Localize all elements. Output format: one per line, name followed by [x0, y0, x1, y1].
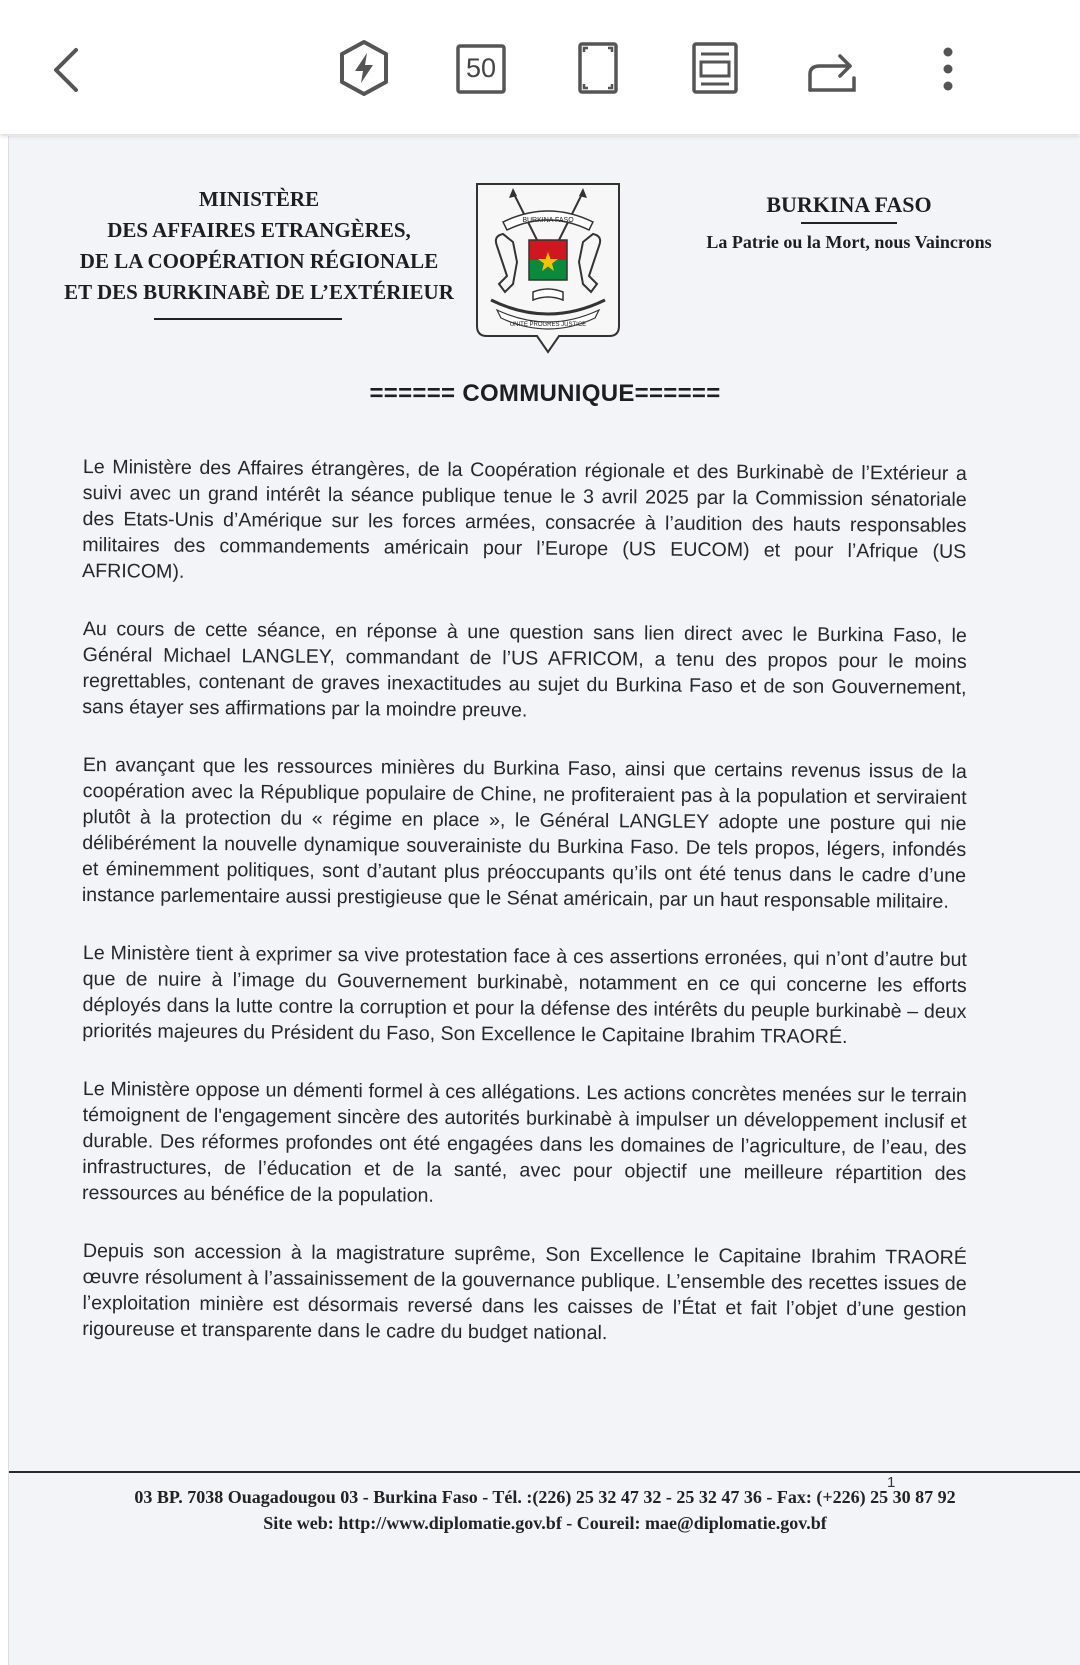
footer-contact: [9, 1484, 1080, 1536]
share-button[interactable]: [792, 28, 872, 108]
ministry-header: [49, 184, 469, 308]
coat-of-arms-icon: [473, 180, 623, 356]
share-icon: [802, 38, 862, 98]
fullscreen-icon: [568, 38, 628, 98]
ministry-divider: [154, 318, 342, 320]
country-header: [669, 190, 1029, 256]
footer-web: Site web: http://www.diplomatie.gov.bf - Coureil: mae@diplomatie.gov.bf: [263, 1513, 827, 1533]
footer-divider: [9, 1471, 1080, 1473]
back-button[interactable]: [28, 28, 108, 108]
body-paragraph: Le Ministère oppose un démenti formel à ces allégations. Les actions concrètes menées sur le terrain témoignent de l'engagement sincère des autorités burkinabè à impulser un développement inclusif et durable. Des réformes profondes ont été engagées dans les domaines de l’agriculture, de l’eau, des infrastructures, de l’éducation et de la santé, avec pour objectif une meilleure répartition des ressources au bénéfice de la population.: [81, 1078, 967, 1207]
emblem-motto-text: UNITE PROGRES JUSTICE: [509, 322, 587, 328]
more-options-icon: [918, 38, 978, 98]
body-paragraph: Au cours de cette séance, en réponse à une question sans lien direct avec le Burkina Faso, le Général Michael LANGLEY, commandant de l’US AFRICOM, a tenu des propos pour le moins regrettables, contenant de graves inexactitudes au sujet du Burkina Faso et de son Gouvernement, sans étayer ses affirmations par la moindre preuve.: [82, 617, 967, 722]
body-paragraph: Le Ministère tient à exprimer sa vive protestation face à ces assertions erronées, qui n’ont d’autre but que de nuire à l’image du Gouvernement burkinabè, notamment en ce qui concerne les efforts déployés dans la lutte contre la corruption et pour la défense des intérêts du peuple burkinabè – deux priorités majeures du Président du Faso, Son Excellence le Capitaine Ibrahim TRAORÉ.: [82, 941, 967, 1049]
body-paragraph: En avançant que les ressources minières du Burkina Faso, ainsi que certains revenus issus de la coopération avec la République populaire de Chine, ne profiteraient pas à la population et serviraient plutôt à la protection du « régime en place », le Général LANGLEY adopte une posture qui nie délibérément la nouvelle dynamique souverainiste du Burkina Faso. De tels propos, légers, infondés et éminemment politiques, sont d’autant plus préoccupants qu’ils ont été tenus dans le cadre d’une instance parlementaire aussi prestigieuse que le Sénat américain, par un haut responsable militaire.: [81, 753, 967, 913]
ministry-line: MINISTÈRE: [198, 187, 320, 211]
page-number: 1: [887, 1474, 896, 1491]
ministry-line: DE LA COOPÉRATION RÉGIONALE: [79, 249, 439, 273]
body-paragraph: Le Ministère des Affaires étrangères, de la Coopération régionale et des Burkinabè de l’Extérieur a suivi avec un grand intérêt la séance publique tenue le 3 avril 2025 par la Commission sénatoriale des Etats-Unis d’Amérique sur les forces armées, consacrée à l’audition des hauts responsables militaires des commandements américain pour l’Europe (US EUCOM) et pour l’Afrique (US AFRICOM).: [81, 455, 967, 583]
viewer-toolbar: [0, 0, 1080, 134]
fullscreen-button[interactable]: [558, 28, 638, 108]
document-page: [8, 136, 1080, 1665]
reader-mode-button[interactable]: [675, 28, 755, 108]
country-name: BURKINA FASO: [766, 192, 932, 217]
body-paragraph: Depuis son accession à la magistrature suprême, Son Excellence le Capitaine Ibrahim TRAORÉ œuvre résolument à l’assainissement de la gouvernance publique. L’ensemble des recettes issues de l’exploitation minière est désormais reversé dans les caisses de l’État et fait l’objet d’une gestion rigoureuse et transparente dans le cadre du budget national.: [82, 1240, 967, 1345]
reader-mode-icon: [685, 38, 745, 98]
national-motto: La Patrie ou la Mort, nous Vaincrons: [706, 232, 992, 252]
more-options-button[interactable]: [908, 28, 988, 108]
country-divider: [801, 222, 897, 224]
emblem-banner-text: BURKINA FASO: [522, 217, 574, 224]
communique-title: ====== COMMUNIQUE======: [369, 380, 721, 407]
footer-address: 03 BP. 7038 Ouagadougou 03 - Burkina Faso - Tél. :(226) 25 32 47 32 - 25 32 47 36 - Fax: (+226) 25 30 87 92: [134, 1487, 956, 1507]
flash-button[interactable]: [324, 28, 404, 108]
ministry-line: ET DES BURKINABÈ DE L’EXTÉRIEUR: [64, 280, 454, 304]
page-count-label: 50: [465, 52, 497, 83]
ministry-line: DES AFFAIRES ETRANGÈRES,: [107, 218, 411, 242]
communique-body: [83, 454, 967, 1374]
flash-icon: [334, 38, 394, 98]
page-count-button[interactable]: [441, 28, 521, 108]
back-icon: [38, 38, 98, 98]
